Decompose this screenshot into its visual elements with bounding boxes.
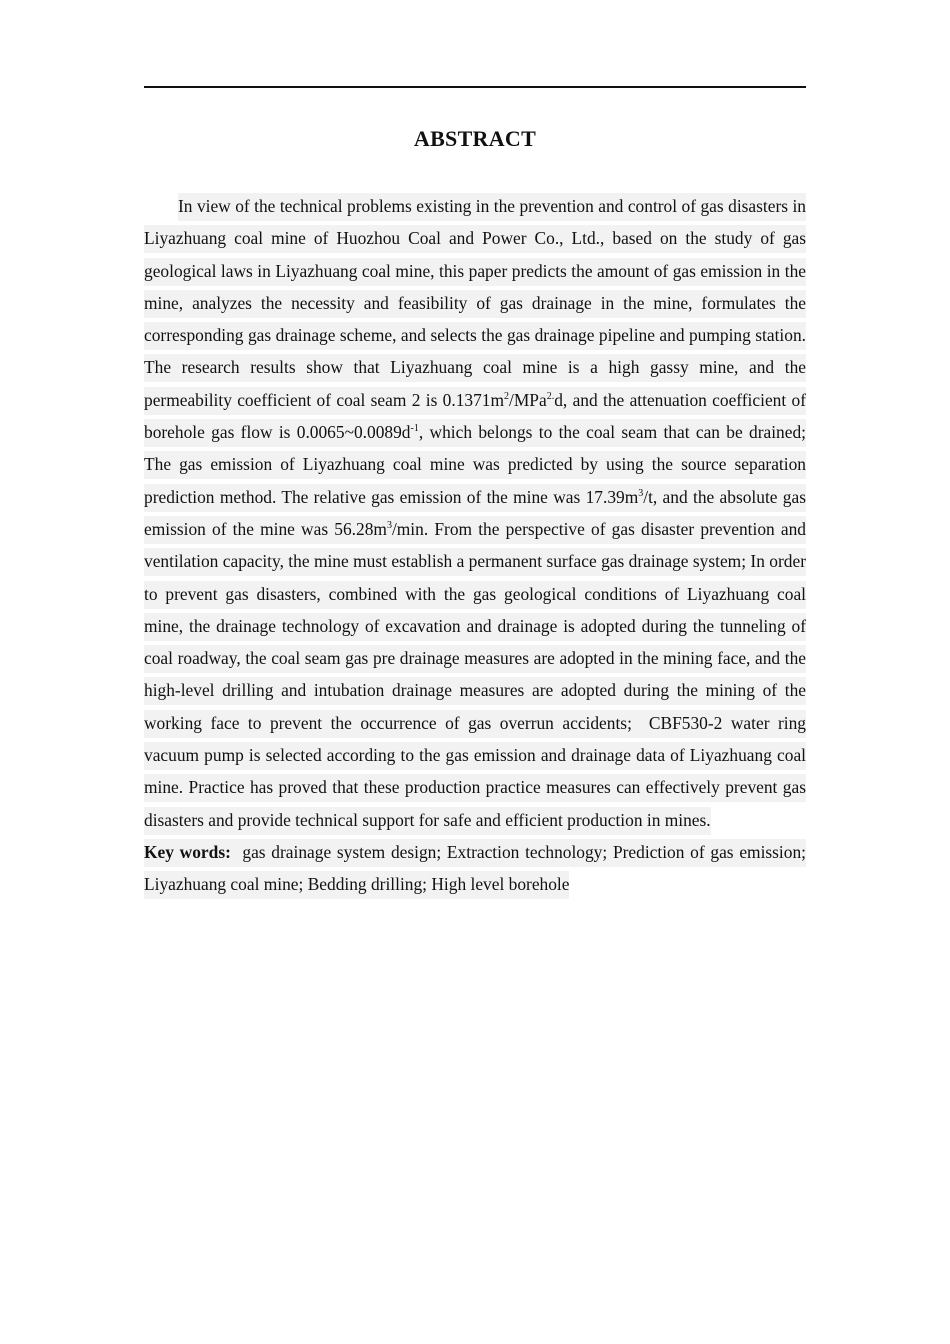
abstract-text-part: /t, and the absolute gas emission of the mine was 56.28m <box>144 486 806 539</box>
abstract-paragraph <box>144 190 806 836</box>
header-rule <box>144 86 806 88</box>
keywords-paragraph <box>144 836 806 901</box>
superscript: 2 <box>504 390 510 402</box>
abstract-text-part: , which belongs to the coal seam that can be drained; The gas emission of Liyazhuang coal mine was predicted by using the source separation prediction method. The relative gas emission of the mine was 17.39m <box>144 422 806 507</box>
abstract-body <box>144 190 806 901</box>
abstract-text-part: /MPa <box>509 389 547 410</box>
page-title: ABSTRACT <box>413 126 537 151</box>
superscript: 3 <box>386 519 392 531</box>
keywords-text: gas drainage system design; Extraction technology; Prediction of gas emission; Liyazhuang coal mine; Bedding drilling; High level borehole <box>144 841 806 895</box>
superscript: 2. <box>546 390 555 402</box>
abstract-text-part: /min. From the perspective of gas disaster prevention and ventilation capacity, the mine must establish a permanent surface gas drainage system; In order to prevent gas disasters, combined with the gas geological conditions of Liyazhuang coal mine, the drainage technology of excavation and drainage is adopted during the tunneling of coal roadway, the coal seam gas pre drainage measures are adopted in the mining face, and the high-level drilling and intubation drainage measures are adopted during the mining of the working face to prevent the occurrence of gas overrun accidents; CBF530-2 water ring vacuum pump is selected according to the gas emission and drainage data of Liyazhuang coal mine. Practice has proved that these production practice measures can effectively prevent gas disasters and provide technical support for safe and efficient production in mines. <box>144 518 807 830</box>
keywords-line <box>144 839 806 899</box>
abstract-text-part: In view of the technical problems existing in the prevention and control of gas disasters in Liyazhuang coal mine of Huozhou Coal and Power Co., Ltd., based on the study of gas geological laws in Liyazhuang coal mine, this paper predicts the amount of gas emission in the mine, analyzes the necessity and feasibility of gas drainage in the mine, formulates the corresponding gas drainage scheme, and selects the gas drainage pipeline and pumping station. The research results show that Liyazhuang coal mine is a high gassy mine, and the permeability coefficient of coal seam 2 is 0.1371m <box>144 196 806 410</box>
superscript: 3 <box>638 487 644 499</box>
keywords-label: Key words: <box>144 841 231 862</box>
abstract-text-part: d, and the attenuation coefficient of borehole gas flow is 0.0065~0.0089d <box>144 389 806 443</box>
abstract-text <box>144 193 806 835</box>
superscript: -1 <box>410 423 419 435</box>
